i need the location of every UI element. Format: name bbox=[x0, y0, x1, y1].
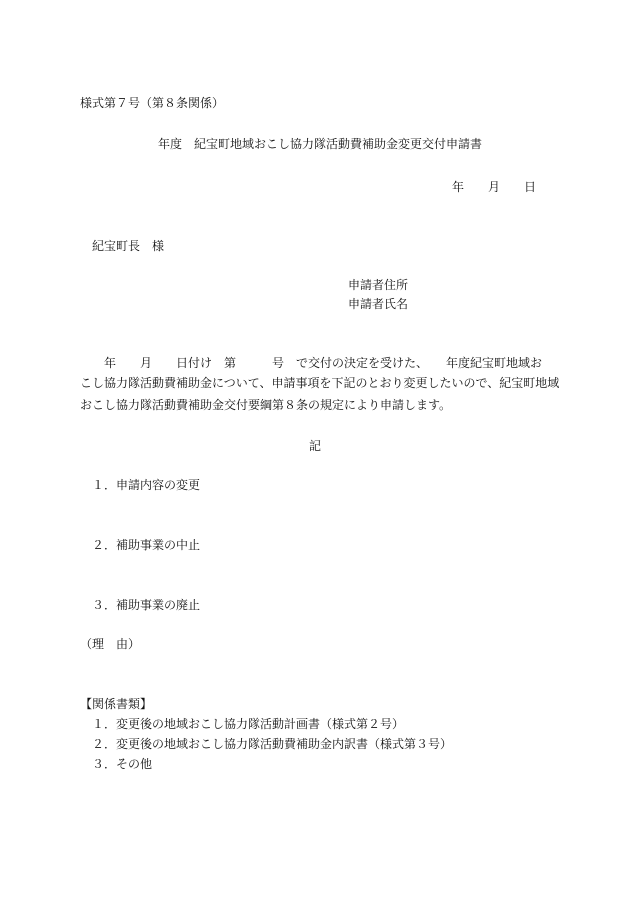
item-change-request: １．申請内容の変更 bbox=[92, 478, 201, 492]
document-title: 年度 紀宝町地域おこし協力隊活動費補助金変更交付申請書 bbox=[158, 137, 483, 151]
item-suspension: ２．補助事業の中止 bbox=[92, 538, 201, 552]
body-line-1: 年 月 日付け 第 号 で交付の決定を受けた、 年度紀宝町地域お bbox=[80, 356, 543, 370]
form-label: 様式第７号（第８条関係） bbox=[80, 96, 225, 110]
addressee: 紀宝町長 様 bbox=[92, 239, 165, 253]
body-line-3: おこし協力隊活動費補助金交付要綱第８条の規定により申請します。 bbox=[80, 398, 452, 412]
reason-label: （理 由） bbox=[80, 637, 141, 651]
applicant-address-label: 申請者住所 bbox=[348, 278, 409, 292]
ki-label: 記 bbox=[309, 439, 322, 453]
related-doc-item: ２．変更後の地域おこし協力隊活動費補助金内訳書（様式第３号） bbox=[92, 737, 453, 751]
related-docs-heading: 【関係書類】 bbox=[80, 697, 153, 711]
applicant-name-label: 申請者氏名 bbox=[348, 297, 409, 311]
body-line-2: こし協力隊活動費補助金について、申請事項を下記のとおり変更したいので、紀宝町地域 bbox=[80, 376, 560, 390]
item-abolition: ３．補助事業の廃止 bbox=[92, 598, 201, 612]
related-doc-item: １．変更後の地域おこし協力隊活動計画書（様式第２号） bbox=[92, 717, 405, 731]
date-line: 年 月 日 bbox=[452, 180, 537, 194]
related-doc-item: ３．その他 bbox=[92, 757, 153, 771]
